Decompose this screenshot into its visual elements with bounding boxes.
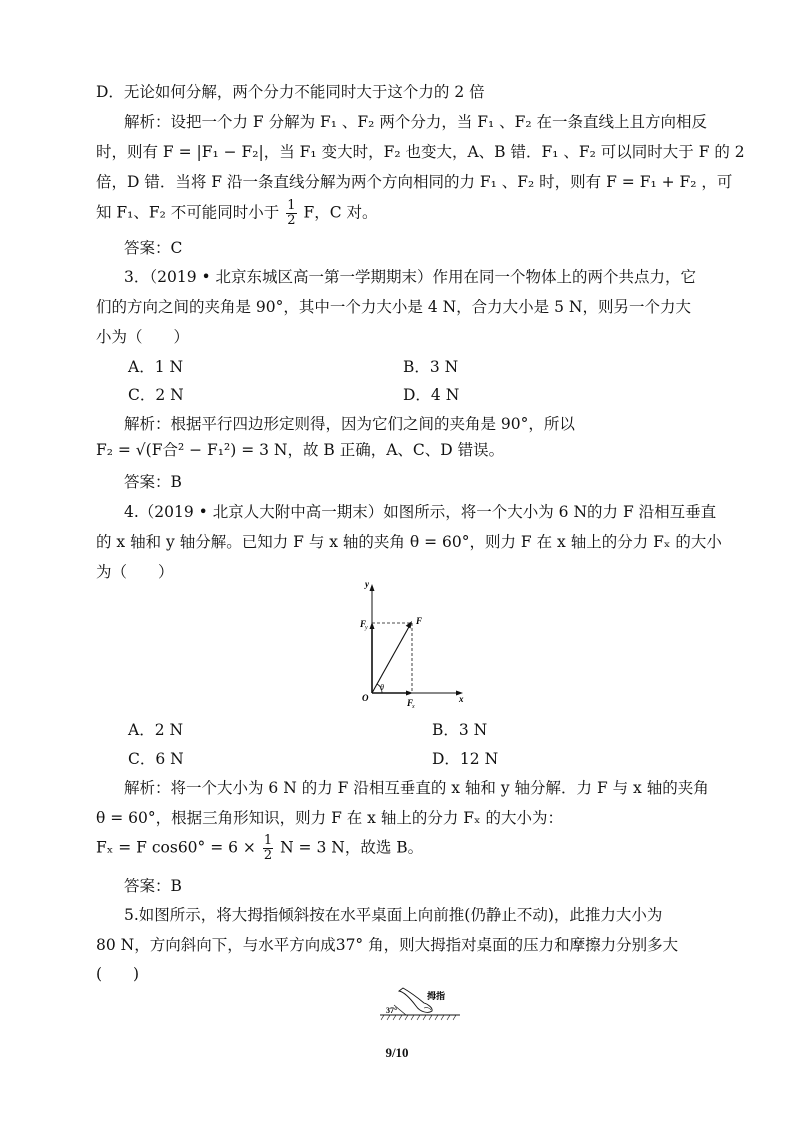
analysis-line: 解析：根据平行四边形定则得，因为它们之间的夹角是 90°，所以 [124, 415, 575, 433]
angle-label: 37° [386, 1006, 398, 1015]
force-decomposition-figure [355, 575, 475, 715]
answer-line: 答案：B [124, 473, 182, 491]
text-fragment: F，C 对。 [303, 203, 378, 222]
analysis-formula: F₂ = √(F合² − F₁²) = 3 N，故 B 正确，A、C、D 错误。 [96, 441, 505, 459]
fraction-denominator: 2 [287, 213, 296, 228]
force-f-vector [372, 625, 410, 693]
analysis-formula [96, 834, 423, 863]
analysis-line: 时，则有 F = |F₁ − F₂|，当 F₁ 变大时，F₂ 也变大，A、B 错．F₁ 、F₂ 可以同时大于 F 的 2 [96, 143, 745, 161]
text-fragment: Fₓ = F cos60° = 6 × [96, 838, 256, 857]
force-fx-arrowhead [406, 691, 413, 696]
q3-option-a: A．1 N [128, 358, 184, 376]
analysis-line: 倍，D 错．当将 F 沿一条直线分解为两个方向相同的力 F₁ 、F₂ 时，则有 F = F₁ + F₂ ，可 [96, 173, 733, 191]
fy-label: F [360, 619, 367, 629]
theta-label: θ [380, 683, 384, 692]
origin-label: O [362, 693, 369, 703]
thumb-label: 拇指 [427, 991, 446, 1001]
fraction-numerator: 1 [287, 198, 296, 213]
y-axis-arrow [370, 584, 375, 591]
y-axis-label: y [365, 579, 369, 589]
page-number: 9/10 [385, 1045, 409, 1060]
analysis-line: 解析：设把一个力 F 分解为 F₁ 、F₂ 两个分力，当 F₁ 、F₂ 在一条直线上且方向相反 [124, 113, 708, 131]
question-4-stem: 为（ ） [96, 563, 174, 581]
q4-option-b: B．3 N [432, 721, 488, 739]
fraction-numerator: 1 [263, 833, 273, 848]
fy-subscript: y [365, 625, 368, 631]
question-5-stem: 5.如图所示，将大拇指倾斜按在水平桌面上向前推(仍静止不动)，此推力大小为 [124, 906, 663, 924]
question-4-stem: 4.（2019 • 北京人大附中高一期末）如图所示，将一个大小为 6 N的力 F 沿相互垂直 [124, 503, 717, 521]
x-axis-label: x [459, 694, 464, 704]
text-fragment: N = 3 N，故选 B。 [280, 838, 424, 857]
analysis-line [96, 199, 378, 228]
fx-subscript: x [412, 704, 415, 710]
thumb-push-figure [372, 984, 468, 1024]
fx-label: F [407, 698, 414, 708]
q3-option-d: D．4 N [403, 386, 460, 404]
fraction-half [286, 199, 296, 228]
tabletop-hatching [381, 1015, 456, 1020]
q3-option-c: C．2 N [128, 386, 184, 404]
question-4-stem: 的 x 轴和 y 轴分解。已知力 F 与 x 轴的夹角 θ = 60°，则力 F 在 x 轴上的分力 Fₓ 的大小 [96, 533, 722, 551]
f-label: F [416, 616, 423, 626]
answer-line: 答案：C [124, 239, 183, 257]
question-3-stem: 3．（2019 • 北京东城区高一第一学期期末）作用在同一个物体上的两个共点力，它 [124, 268, 697, 286]
q4-option-c: C．6 N [128, 750, 184, 768]
q3-option-b: B．3 N [403, 358, 459, 376]
analysis-line: θ = 60°，根据三角形知识，则力 F 在 x 轴上的分力 Fₓ 的大小为： [96, 809, 564, 827]
question-3-stem: 小为（ ） [96, 328, 190, 346]
analysis-line: 解析：将一个大小为 6 N 的力 F 沿相互垂直的 x 轴和 y 轴分解．力 F 与 x 轴的夹角 [124, 779, 709, 797]
option-d-line: D．无论如何分解，两个分力不能同时大于这个力的 2 倍 [96, 83, 485, 101]
question-5-stem: ( ) [96, 965, 140, 983]
text-fragment: 知 F₁、F₂ 不可能同时小于 [96, 203, 280, 222]
answer-line: 答案：B [124, 877, 182, 895]
q4-option-d: D．12 N [432, 750, 499, 768]
force-f-arrowhead [406, 621, 412, 629]
q4-option-a: A．2 N [128, 721, 184, 739]
fraction-denominator: 2 [263, 848, 273, 863]
question-3-stem: 们的方向之间的夹角是 90°，其中一个力大小是 4 N，合力大小是 5 N，则另一个力大 [96, 298, 691, 316]
question-5-stem: 80 N，方向斜向下，与水平方向成37° 角，则大拇指对桌面的压力和摩擦力分别多大 [96, 936, 679, 954]
fraction-half [263, 834, 273, 863]
